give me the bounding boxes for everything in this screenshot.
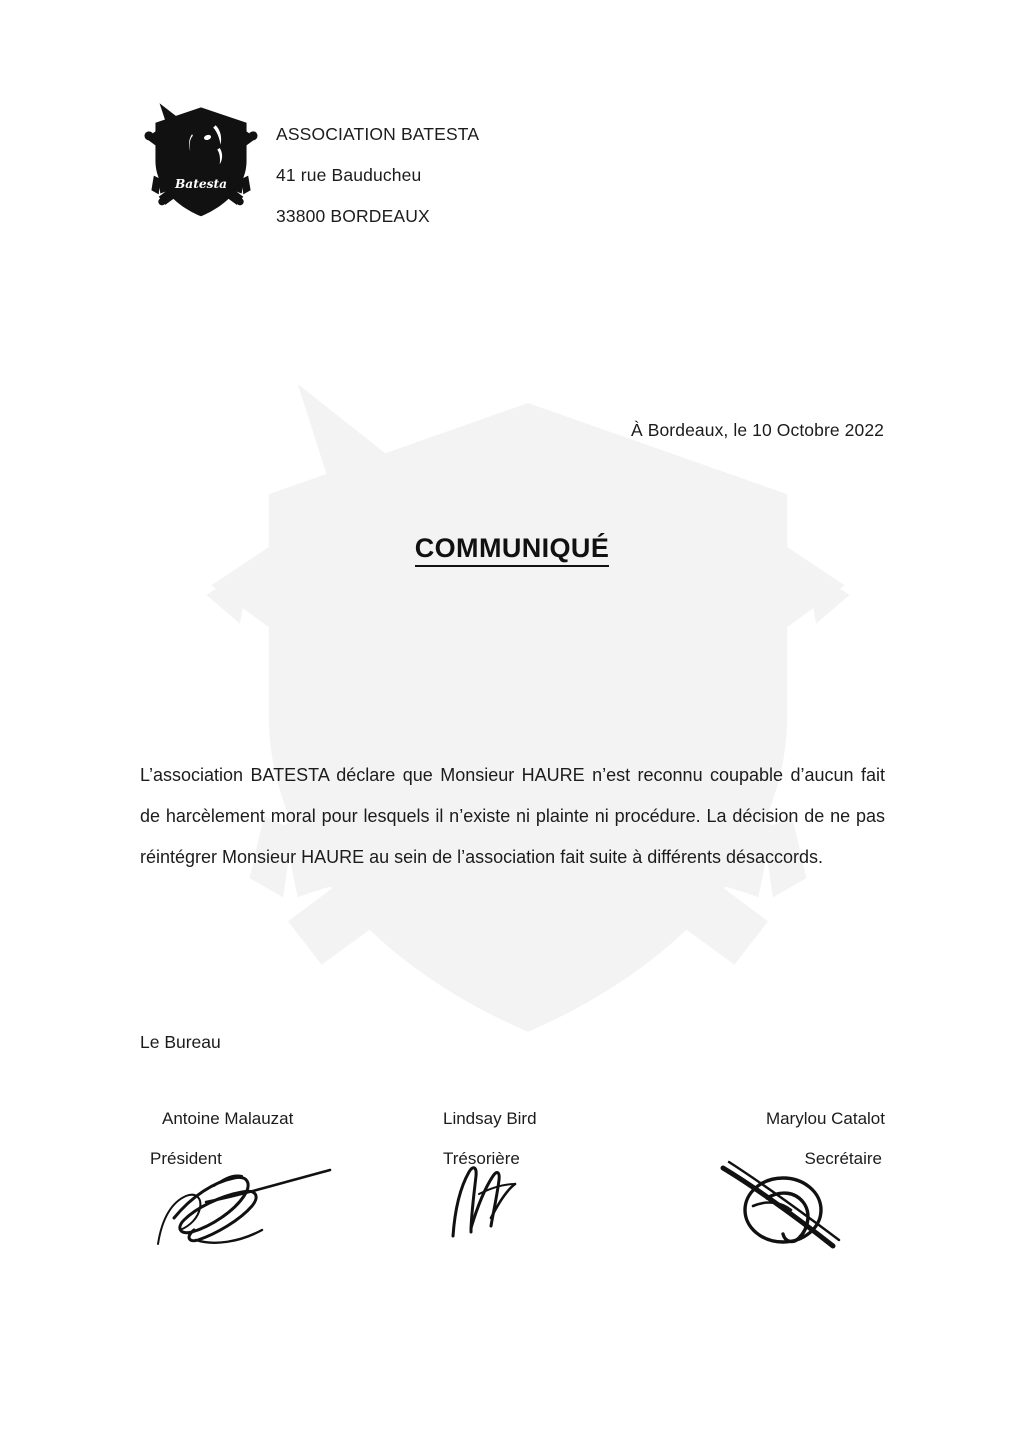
signatory-role: Secrétaire bbox=[804, 1149, 882, 1168]
signatory-role: Trésorière bbox=[443, 1149, 520, 1168]
handwritten-signature-bird bbox=[445, 1158, 525, 1248]
logo-banner-text: Batesta bbox=[175, 176, 227, 191]
crest-logo-watermark bbox=[168, 350, 888, 1080]
page-title bbox=[0, 533, 1024, 564]
org-street: 41 rue Bauducheu bbox=[276, 165, 422, 185]
date-line: À Bordeaux, le 10 Octobre 2022 bbox=[630, 420, 884, 440]
letterhead bbox=[140, 98, 479, 237]
signatory-name: Lindsay Bird bbox=[443, 1109, 537, 1128]
body-text bbox=[140, 755, 885, 878]
org-city: 33800 BORDEAUX bbox=[276, 206, 430, 226]
closing-line: Le Bureau bbox=[140, 1032, 221, 1052]
body-paragraph: L’association BATESTA déclare que Monsieur HAURE n’est reconnu coupable d’aucun fait de harcèlement moral pour lesquels il n’existe ni plainte ni procédure. La décision de ne pas réintégrer Monsieur HAURE au sein de l’association fait suite à différents désaccords. bbox=[140, 765, 885, 867]
org-name: ASSOCIATION BATESTA bbox=[276, 124, 480, 144]
signatory-name: Marylou Catalot bbox=[765, 1109, 885, 1128]
signatory-name: Antoine Malauzat bbox=[162, 1109, 294, 1128]
page-title-text: COMMUNIQUÉ bbox=[415, 533, 610, 567]
handwritten-signature-malauzat bbox=[152, 1156, 337, 1251]
signatory-1 bbox=[150, 1108, 390, 1268]
signatory-role: Président bbox=[150, 1149, 222, 1168]
signature-block bbox=[140, 1108, 885, 1268]
signatory-3 bbox=[645, 1108, 885, 1268]
org-address-block bbox=[276, 98, 479, 237]
crest-logo-icon bbox=[140, 98, 262, 224]
